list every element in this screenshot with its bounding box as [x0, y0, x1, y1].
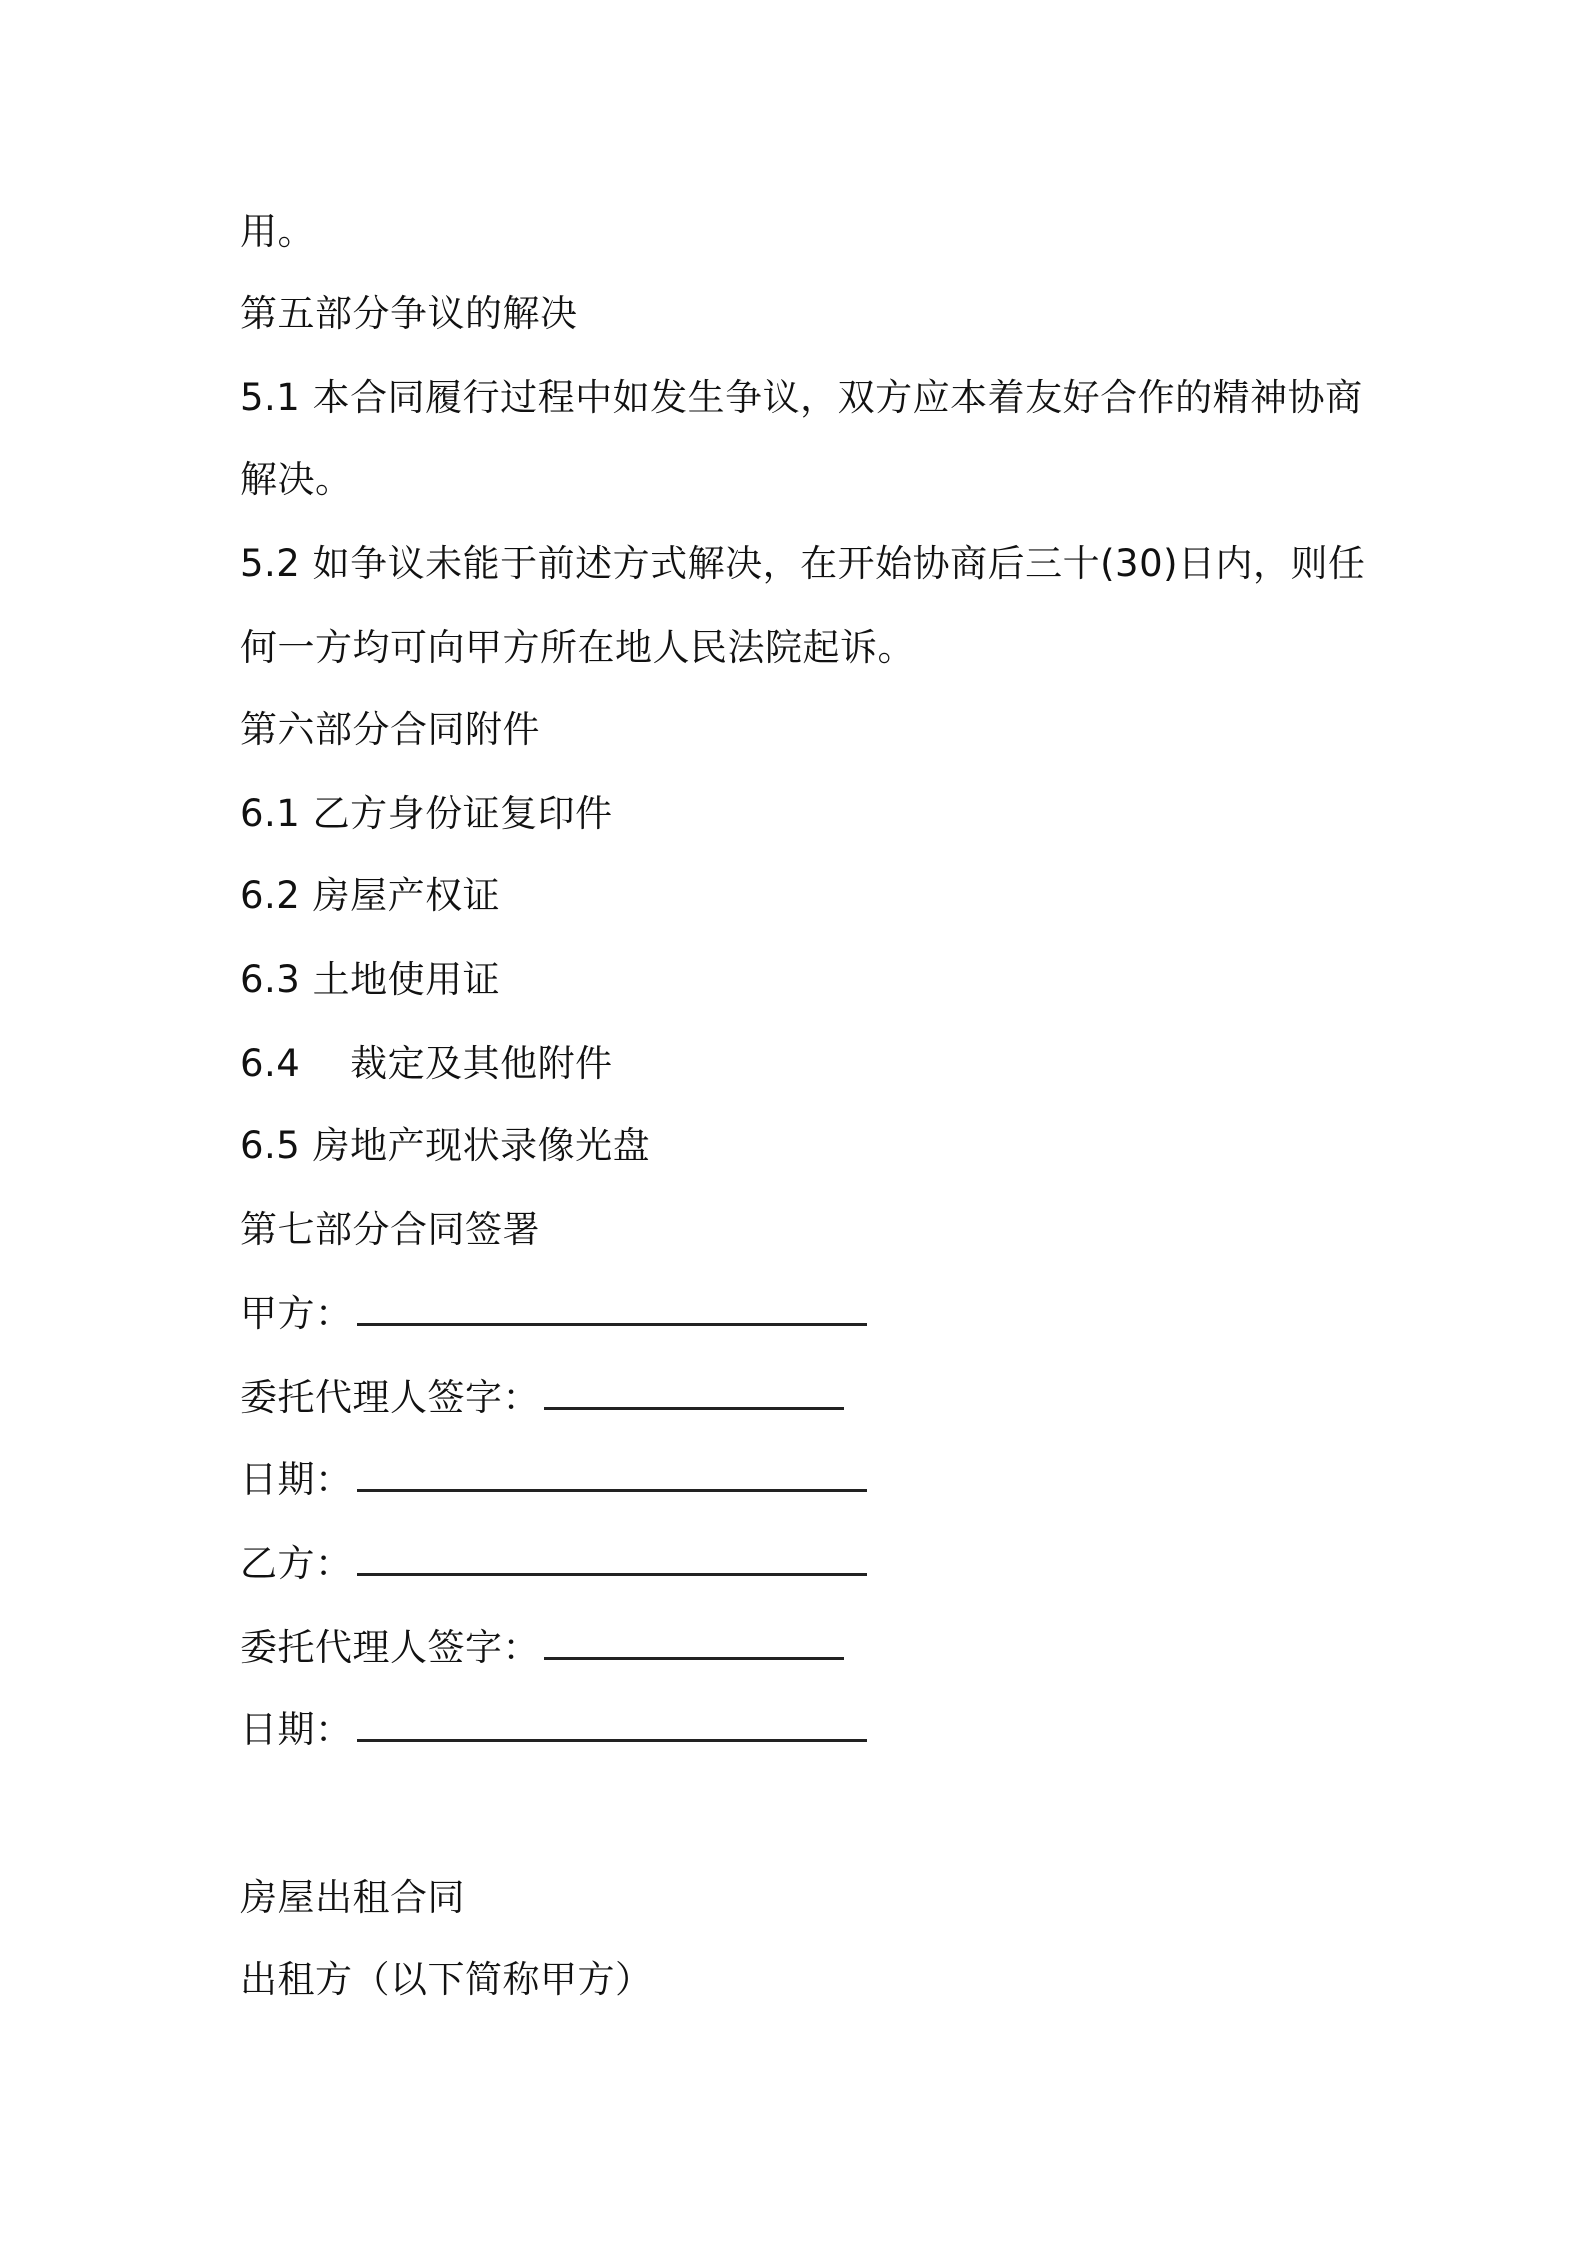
- attachment-6-5: 6.5 房地产现状录像光盘: [240, 1124, 651, 1167]
- lessor-line: 出租方（以下简称甲方）: [240, 1958, 653, 2001]
- continuation-text: 用。: [240, 210, 315, 253]
- part5-heading: 第五部分争议的解决: [240, 292, 578, 335]
- date-a-blank[interactable]: [357, 1459, 867, 1492]
- party-a-signature-row: [240, 1290, 867, 1338]
- agent-a-signature-row: [240, 1374, 844, 1422]
- attachment-6-4: 6.4 裁定及其他附件: [240, 1042, 613, 1085]
- clause-5-1-line1: 5.1 本合同履行过程中如发生争议，双方应本着友好合作的精神协商: [240, 376, 1363, 419]
- date-b-blank[interactable]: [357, 1709, 867, 1742]
- agent-b-signature-blank[interactable]: [544, 1627, 844, 1660]
- party-b-signature-row: [240, 1540, 867, 1588]
- agent-b-label: 委托代理人签字：: [240, 1626, 540, 1669]
- agent-a-label: 委托代理人签字：: [240, 1376, 540, 1419]
- party-b-signature-blank[interactable]: [357, 1543, 867, 1576]
- agent-a-signature-blank[interactable]: [544, 1377, 844, 1410]
- date-a-row: [240, 1456, 867, 1504]
- agent-b-signature-row: [240, 1624, 844, 1672]
- attachment-6-2: 6.2 房屋产权证: [240, 874, 501, 917]
- clause-5-2-line1: 5.2 如争议未能于前述方式解决，在开始协商后三十(30)日内，则任: [240, 542, 1366, 585]
- part6-heading: 第六部分合同附件: [240, 708, 540, 751]
- next-contract-title: 房屋出租合同: [240, 1876, 465, 1919]
- party-a-label: 甲方：: [240, 1292, 353, 1335]
- attachment-6-1: 6.1 乙方身份证复印件: [240, 792, 613, 835]
- clause-5-1-line2: 解决。: [240, 458, 353, 501]
- party-b-label: 乙方：: [240, 1542, 353, 1585]
- date-b-label: 日期：: [240, 1708, 353, 1751]
- part7-heading: 第七部分合同签署: [240, 1208, 540, 1251]
- clause-5-2-line2: 何一方均可向甲方所在地人民法院起诉。: [240, 626, 915, 669]
- date-a-label: 日期：: [240, 1458, 353, 1501]
- attachment-6-3: 6.3 土地使用证: [240, 958, 501, 1001]
- party-a-signature-blank[interactable]: [357, 1293, 867, 1326]
- date-b-row: [240, 1706, 867, 1754]
